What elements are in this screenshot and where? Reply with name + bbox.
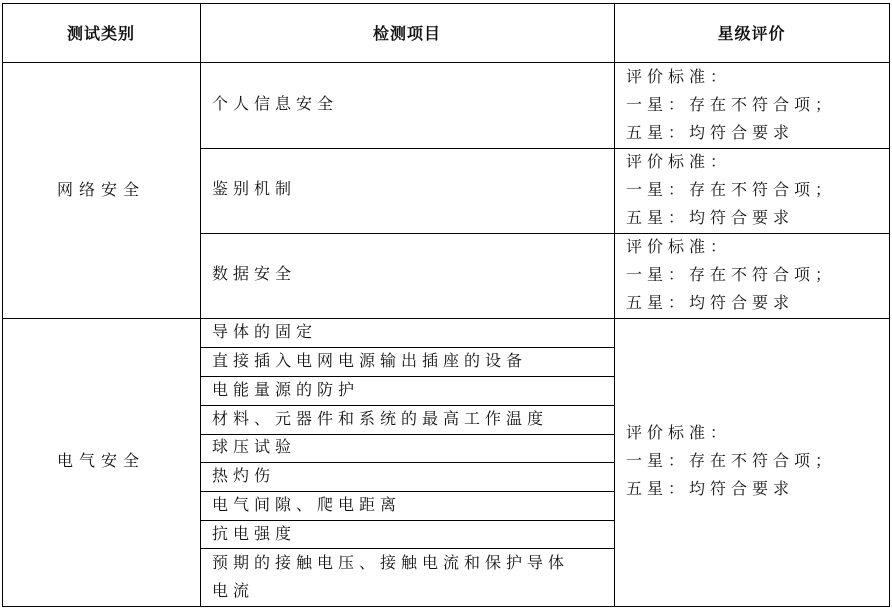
header-rating: 星级评价 xyxy=(717,24,786,43)
rating-five-star: 五星：均符合要求 xyxy=(626,293,795,312)
rating-standard-label: 评价标准： xyxy=(626,152,732,171)
column-divider xyxy=(200,3,201,607)
category-network-security: 网络安全 xyxy=(56,180,145,199)
category-electrical-safety: 电气安全 xyxy=(56,451,145,470)
item-ball-pressure-test: 球压试验 xyxy=(212,437,297,456)
item-touch-voltage-current-cont: 电流 xyxy=(212,581,255,600)
column-divider xyxy=(614,3,615,607)
item-energy-source-protection: 电能量源的防护 xyxy=(212,380,360,399)
rating-standard-label: 评价标准： xyxy=(626,423,732,442)
rating-one-star: 一星：存在不符合项； xyxy=(626,265,837,284)
item-touch-voltage-current: 预期的接触电压、接触电流和保护导体 xyxy=(212,553,570,572)
rating-five-star: 五星：均符合要求 xyxy=(626,208,795,227)
item-data-security: 数据安全 xyxy=(212,264,297,283)
rating-standard-label: 评价标准： xyxy=(626,67,732,86)
header-item: 检测项目 xyxy=(372,24,441,43)
section-divider xyxy=(2,318,890,319)
item-electric-strength: 抗电强度 xyxy=(212,524,297,543)
rating-standard-label: 评价标准： xyxy=(626,237,732,256)
rating-authentication-mechanism xyxy=(626,148,836,232)
header-category: 测试类别 xyxy=(66,24,135,43)
item-thermal-burn: 热灼伤 xyxy=(212,466,276,485)
rating-one-star: 一星：存在不符合项； xyxy=(626,180,837,199)
table-border-top xyxy=(2,3,890,4)
rating-electrical-safety xyxy=(626,419,836,503)
rating-personal-info-security xyxy=(626,63,836,147)
item-max-working-temperature: 材料、元器件和系统的最高工作温度 xyxy=(212,409,549,428)
item-conductor-fixing: 导体的固定 xyxy=(212,322,318,341)
rating-one-star: 一星：存在不符合项； xyxy=(626,451,837,470)
rating-five-star: 五星：均符合要求 xyxy=(626,479,795,498)
rating-five-star: 五星：均符合要求 xyxy=(626,123,795,142)
item-personal-info-security: 个人信息安全 xyxy=(212,94,339,113)
item-direct-plug-in-equipment: 直接插入电网电源输出插座的设备 xyxy=(212,351,528,370)
table-border-left xyxy=(2,3,3,607)
table-border-bottom xyxy=(2,606,890,607)
rating-one-star: 一星：存在不符合项； xyxy=(626,95,837,114)
rating-data-security xyxy=(626,233,836,317)
item-clearance-creepage: 电气间隙、爬电距离 xyxy=(212,495,402,514)
table-border-right xyxy=(889,3,890,607)
item-authentication-mechanism: 鉴别机制 xyxy=(212,179,297,198)
